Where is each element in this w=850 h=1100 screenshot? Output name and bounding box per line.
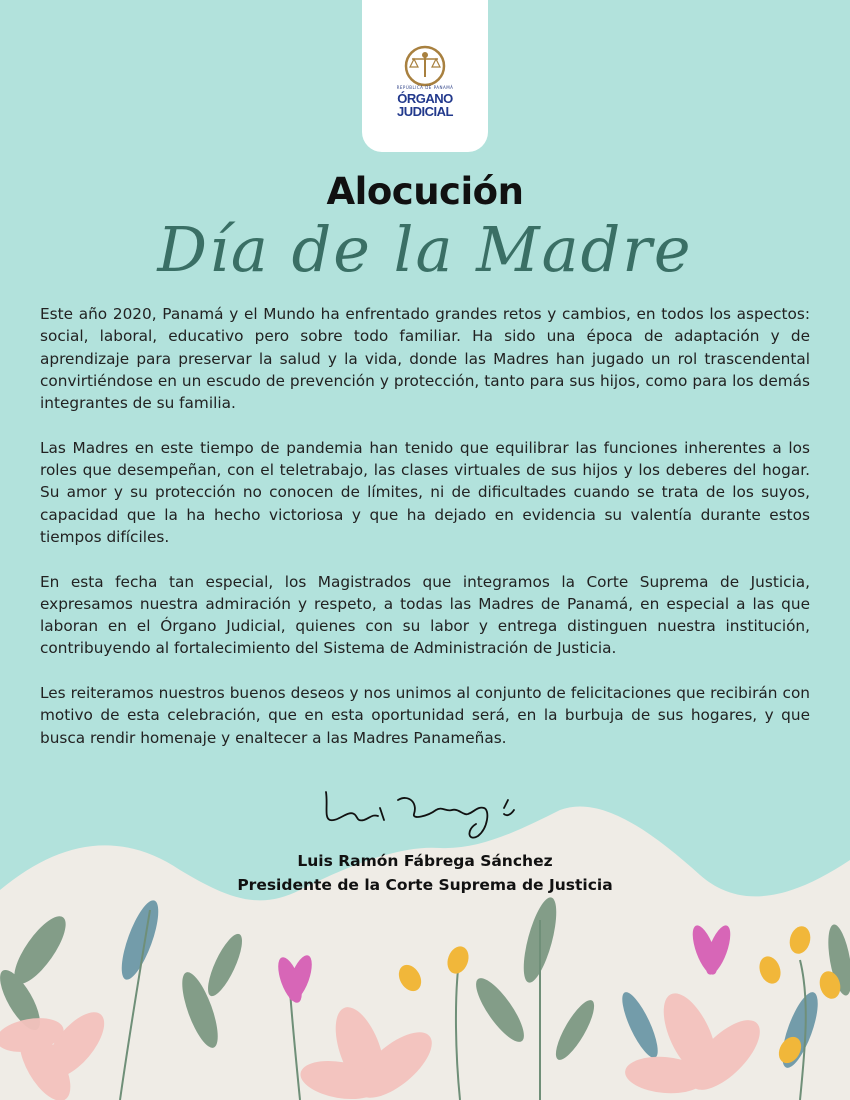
paragraph-3: En esta fecha tan especial, los Magistrados que integramos la Corte Suprema de Justicia, expresamos nuestra admiración y respeto, a todas las Madres de Panamá, en especial a las que laboran en el Órgano Judicial, quienes con su labor y entrega distinguen nuestra institución, contribuyendo al fortalecimiento del Sistema de Administración de Justicia. bbox=[40, 572, 810, 658]
paragraph-2: Las Madres en este tiempo de pandemia han tenido que equilibrar las funciones inherentes a los roles que desempeñan, con el teletrabajo, las clases virtuales de sus hijos y los deberes del hogar. Su amor y su protección no conocen de límites, ni de dificultades cuando se trata de los suyos, capacidad que la ha hecho victoriosa y que ha dejado en evidencia su valentía durante estos tiempos difíciles. bbox=[40, 438, 810, 546]
letter-body bbox=[40, 303, 810, 771]
signer-name: Luis Ramón Fábrega Sánchez bbox=[297, 852, 553, 870]
signer-title: Presidente de la Corte Suprema de Justicia bbox=[237, 876, 613, 894]
handwritten-signature bbox=[318, 780, 538, 850]
page-title: Alocución bbox=[326, 170, 524, 213]
logo-judicial: JUDICIAL bbox=[397, 104, 453, 119]
page-subtitle: Día de la Madre bbox=[157, 213, 693, 286]
paragraph-1: Este año 2020, Panamá y el Mundo ha enfrentado grandes retos y cambios, en todos los aspectos: social, laboral, educativo pero sobre todo familiar. Ha sido una época de adaptación y de aprendizaje para preservar la salud y la vida, donde las Madres han jugado un rol trascendental convirtiéndose en un escudo de prevención y protección, tanto para sus hijos, como para los demás integrantes de su familia. bbox=[40, 305, 810, 413]
logo-subtext: REPÚBLICA DE PANAMÁ bbox=[396, 85, 454, 90]
logo-organo: ÓRGANO bbox=[397, 91, 453, 106]
paragraph-4: Les reiteramos nuestros buenos deseos y nos unimos al conjunto de felicitaciones que recibirán con motivo de esta celebración, que en esta oportunidad será, en la burbuja de sus hogares, y que busca rendir homenaje y enaltecer a las Madres Panameñas. bbox=[40, 684, 810, 747]
justice-scale-logo bbox=[398, 45, 452, 87]
logo-card bbox=[362, 0, 488, 152]
